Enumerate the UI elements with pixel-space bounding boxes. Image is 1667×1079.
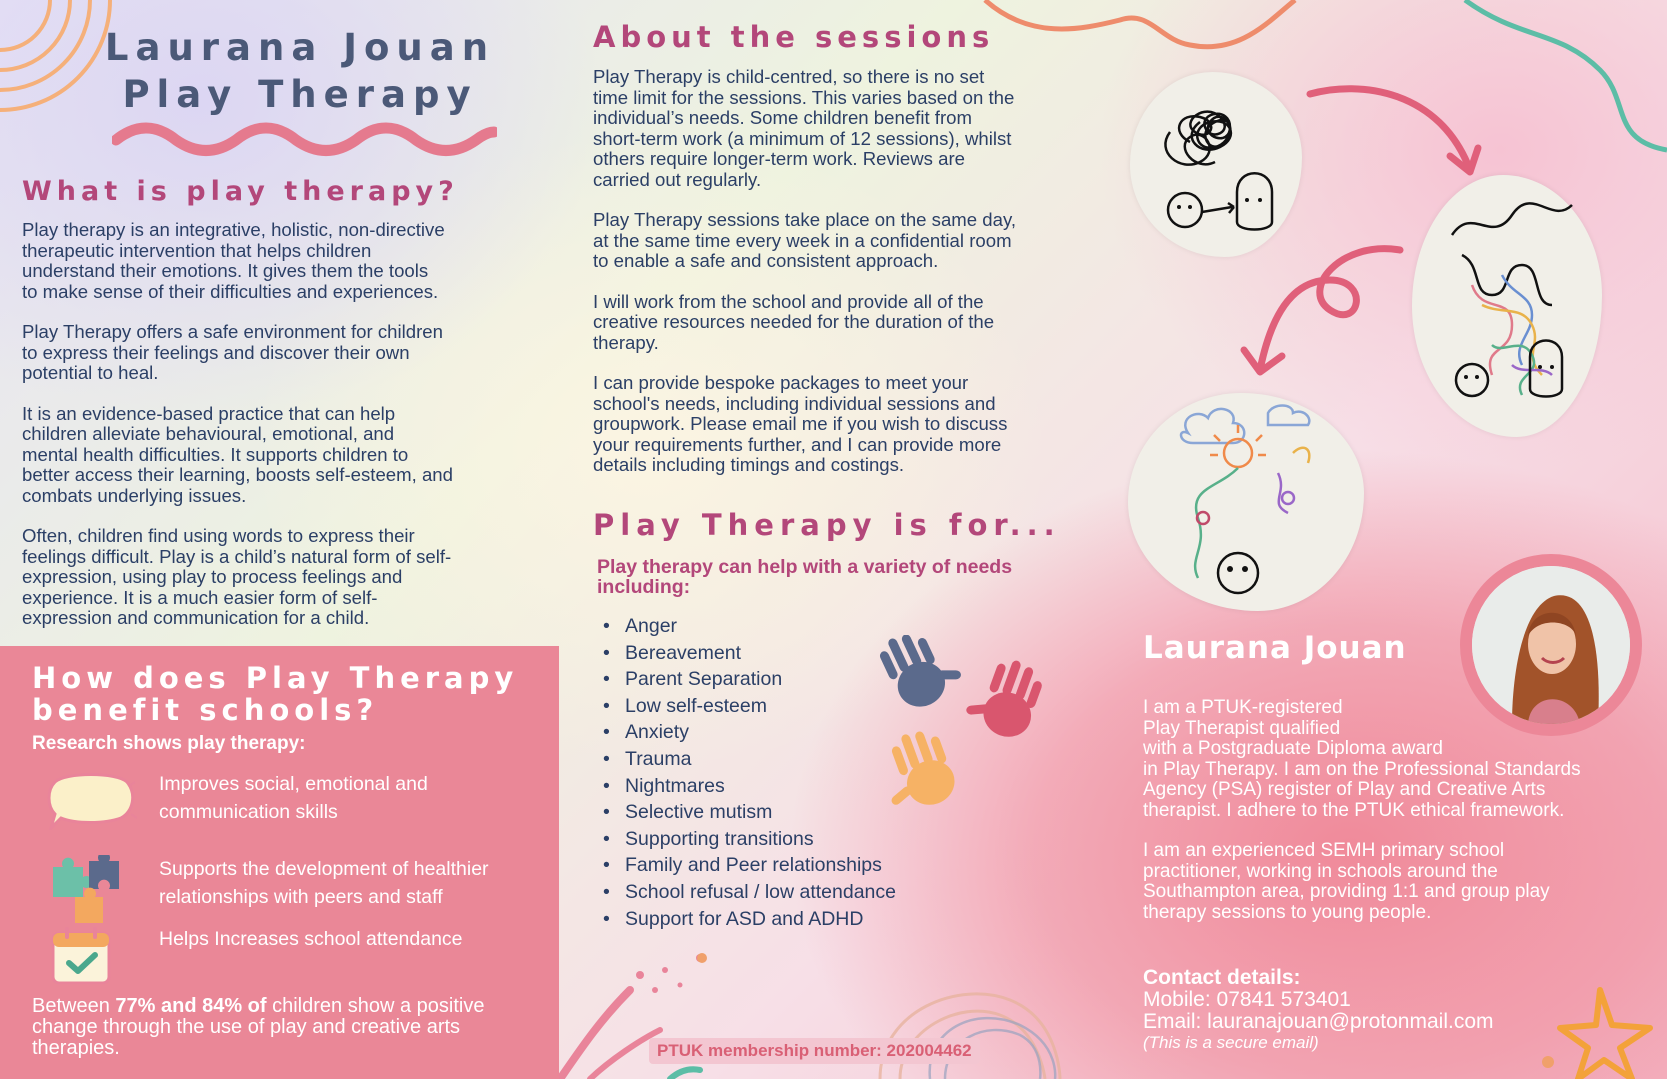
benefit-subheading: Research shows play therapy: [32, 733, 306, 754]
puzzle-pieces-icon [45, 855, 125, 925]
what-is-play-therapy-heading: What is play therapy? [22, 176, 459, 207]
play-therapy-is-for-heading: Play Therapy is for... [593, 508, 1061, 542]
speech-bubble-icon [45, 770, 137, 830]
title-line-1: Laurana Jouan [104, 26, 496, 69]
list-item: • Support for ASD and ADHD [603, 906, 896, 933]
list-item: • Trauma [603, 746, 896, 773]
what-paragraph: Play Therapy offers a safe environment for children to express their feelings and discover their own potential to heal. [22, 321, 443, 383]
list-item: • Selective mutism [603, 799, 896, 826]
list-item: • Parent Separation [603, 666, 896, 693]
about-paragraph: Play Therapy sessions take place on the same day, at the same time every week in a confidential room to enable a safe and consistent approach. [593, 209, 1017, 271]
list-item: • Bereavement [603, 640, 896, 667]
benefit-item-text: Supports the development of healthier relationships with peers and staff [159, 858, 489, 908]
needs-list [603, 613, 896, 932]
list-item: • Anxiety [603, 719, 896, 746]
stat-percentage: 77% and 84% of [115, 995, 267, 1017]
benefit-schools-heading [32, 662, 532, 726]
page-title [40, 24, 560, 118]
about-paragraph: I will work from the school and provide all of the creative resources needed for the duration of the therapy. [593, 290, 995, 353]
title-line-2: Play Therapy [122, 73, 478, 116]
stat-text-start: Between [32, 995, 116, 1017]
list-item: • Supporting transitions [603, 826, 896, 853]
contact-email: Email: lauranajouan@protonmail.com [1143, 1010, 1494, 1033]
about-paragraph: Play Therapy is child-centred, so there is no set time limit for the sessions. This varies based on the individual’s needs. Some children benefit from short-term work (a minimum of 12 sessions), whilst others require longer-term work. Reviews are carried out regularly. [593, 66, 1015, 190]
needs-subheading: Play therapy can help with a variety of needs including: [597, 556, 1013, 598]
benefit-statistic [32, 996, 552, 1059]
list-item: • Nightmares [603, 773, 896, 800]
title-underline-wave [112, 118, 497, 158]
contact-heading: Contact details: [1143, 966, 1301, 989]
secure-email-note: (This is a secure email) [1143, 1033, 1319, 1052]
benefit-item-text: Helps Increases school attendance [159, 928, 463, 950]
what-paragraph: Often, children find using words to express their feelings difficult. Play is a child’s natural form of self- expression, using play to process feelings and experience. It is a much easier form of self- expression and communication for a child. [22, 525, 452, 628]
list-item: • School refusal / low attendance [603, 879, 896, 906]
arrow-icons [1240, 80, 1510, 400]
list-item: • Family and Peer relationships [603, 852, 896, 879]
calendar-check-icon [45, 925, 115, 987]
stat-text-end: children show a positive change through the use of play and creative arts therapies. [32, 995, 485, 1059]
list-item: • Anger [603, 613, 896, 640]
list-item: • Low self-esteem [603, 693, 896, 720]
what-is-play-therapy-body [22, 220, 522, 649]
what-paragraph: It is an evidence-based practice that can help children alleviate behavioural, emotional, and mental health difficulties. It supports children to better access their learning, boosts self-esteem, and combats underlying issues. [22, 402, 453, 506]
about-sessions-body [593, 67, 1093, 496]
profile-name: Laurana Jouan [1143, 630, 1407, 666]
bio-paragraph: I am an experienced SEMH primary school practitioner, working in schools around the Southampton area, providing 1:1 and group play therapy sessions to young people. [1143, 840, 1550, 923]
about-sessions-heading: About the sessions [593, 20, 995, 54]
bio-paragraph: I am a PTUK-registered Play Therapist qualified with a Postgraduate Diploma award in Play Therapy. I am on the Professional Standards Agency (PSA) register of Play and Creative Arts therapist. I adhere to the PTUK ethical framework. [1143, 697, 1581, 821]
artwork-drawing-3 [1128, 393, 1364, 611]
profile-bio [1143, 698, 1643, 943]
about-paragraph: I can provide bespoke packages to meet your school's needs, including individual sessions and groupwork. Please email me if you wish to discuss your requirements further, and I can provide more details including timings and costings. [593, 372, 1008, 475]
what-paragraph: Play therapy is an integrative, holistic, non-directive therapeutic intervention that helps children understand their emotions. It gives them the tools to make sense of their difficulties and experiences. [22, 219, 445, 302]
benefit-heading-line-1: How does Play Therapy [32, 661, 519, 695]
benefit-item-text: Improves social, emotional and communication skills [159, 773, 428, 823]
handprint-icons [870, 635, 1070, 825]
membership-number-badge: PTUK membership number: 202004462 [649, 1038, 980, 1064]
contact-mobile: Mobile: 07841 573401 [1143, 988, 1351, 1011]
benefit-heading-line-2: benefit schools? [32, 693, 379, 727]
